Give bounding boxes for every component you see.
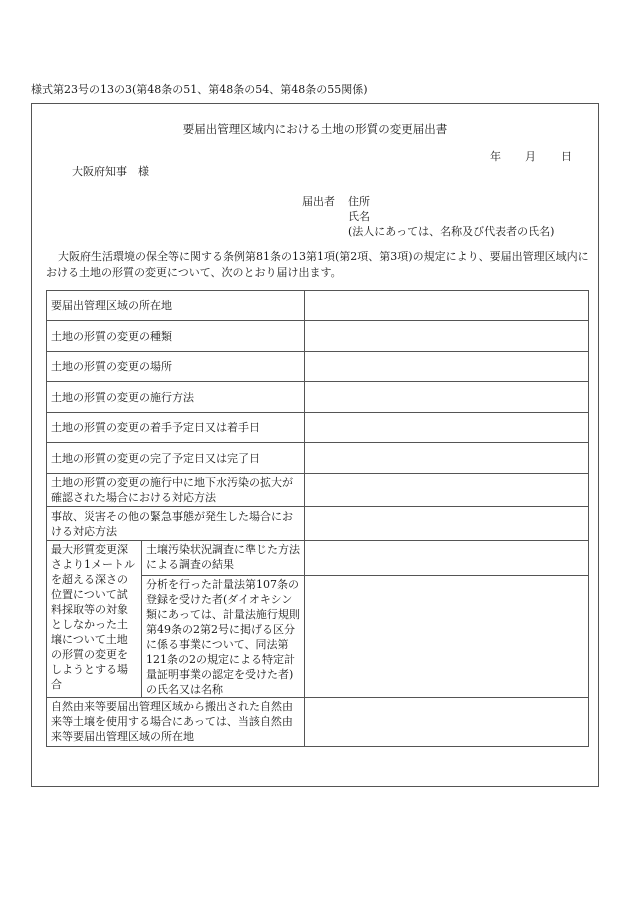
row-value-change-place[interactable] bbox=[305, 352, 589, 382]
row-value-start-date[interactable] bbox=[305, 413, 589, 443]
notification-table bbox=[46, 290, 589, 747]
table-row bbox=[47, 382, 589, 413]
row-label-groundwater-response: 土地の形質の変更の施行中に地下水汚染の拡大が確認された場合における対応方法 bbox=[47, 474, 305, 507]
survey-result-value[interactable] bbox=[305, 541, 589, 576]
row-label-start-date: 土地の形質の変更の着手予定日又は着手日 bbox=[47, 413, 305, 443]
date-year-label: 年 bbox=[490, 150, 501, 163]
table-row bbox=[47, 698, 589, 747]
max-depth-label: 最大形質変更深さより1メートルを超える深さの位置について試料採取等の対象としなかった土壌について土地の形質の変更をしようとする場合 bbox=[47, 541, 142, 698]
date-day-label: 日 bbox=[561, 150, 572, 163]
natural-origin-value[interactable] bbox=[305, 698, 589, 747]
table-row bbox=[47, 443, 589, 474]
form-title: 要届出管理区域内における土地の形質の変更届出書 bbox=[182, 122, 448, 136]
form-number: 様式第23号の13の3(第48条の51、第48条の54、第48条の55関係) bbox=[31, 83, 368, 96]
row-label-emergency-response: 事故、災害その他の緊急事態が発生した場合における対応方法 bbox=[47, 507, 305, 541]
date-month-label: 月 bbox=[525, 150, 536, 163]
row-value-emergency-response[interactable] bbox=[305, 507, 589, 541]
table-row bbox=[47, 352, 589, 382]
row-label-area-location: 要届出管理区域の所在地 bbox=[47, 291, 305, 321]
table-row bbox=[47, 541, 589, 576]
intro-paragraph: 大阪府生活環境の保全等に関する条例第81条の13第1項(第2項、第3項)の規定により、要届出管理区域内における土地の形質の変更について、次のとおり届け出ます。 bbox=[46, 250, 589, 279]
row-value-groundwater-response[interactable] bbox=[305, 474, 589, 507]
row-value-construction-method[interactable] bbox=[305, 382, 589, 413]
natural-origin-label: 自然由来等要届出管理区域から搬出された自然由来等土壌を使用する場合にあっては、当該自然由来等要届出管理区域の所在地 bbox=[47, 698, 305, 747]
row-value-completion-date[interactable] bbox=[305, 443, 589, 474]
notifier-label: 届出者 bbox=[302, 195, 335, 208]
row-label-construction-method: 土地の形質の変更の施行方法 bbox=[47, 382, 305, 413]
table-row bbox=[47, 321, 589, 352]
table-row bbox=[47, 507, 589, 541]
row-value-area-location[interactable] bbox=[305, 291, 589, 321]
analyzer-value[interactable] bbox=[305, 576, 589, 698]
row-value-change-type[interactable] bbox=[305, 321, 589, 352]
row-label-completion-date: 土地の形質の変更の完了予定日又は完了日 bbox=[47, 443, 305, 474]
addressee: 大阪府知事 様 bbox=[72, 165, 149, 178]
form-frame bbox=[31, 103, 599, 787]
survey-result-label: 土壌汚染状況調査に準じた方法による調査の結果 bbox=[142, 541, 305, 576]
name-label: 氏名 bbox=[348, 210, 370, 223]
table-row bbox=[47, 413, 589, 443]
address-label: 住所 bbox=[348, 195, 370, 208]
corporation-note: (法人にあっては、名称及び代表者の氏名) bbox=[348, 225, 555, 238]
table-row bbox=[47, 474, 589, 507]
row-label-change-place: 土地の形質の変更の場所 bbox=[47, 352, 305, 382]
analyzer-label: 分析を行った計量法第107条の登録を受けた者(ダイオキシン類にあっては、計量法施行規則第49条の2第2号に掲げる区分に係る事業について、同法第121条の2の規定による特定計量証明事業の認定を受けた者)の氏名又は名称 bbox=[142, 576, 305, 698]
row-label-change-type: 土地の形質の変更の種類 bbox=[47, 321, 305, 352]
table-row bbox=[47, 291, 589, 321]
